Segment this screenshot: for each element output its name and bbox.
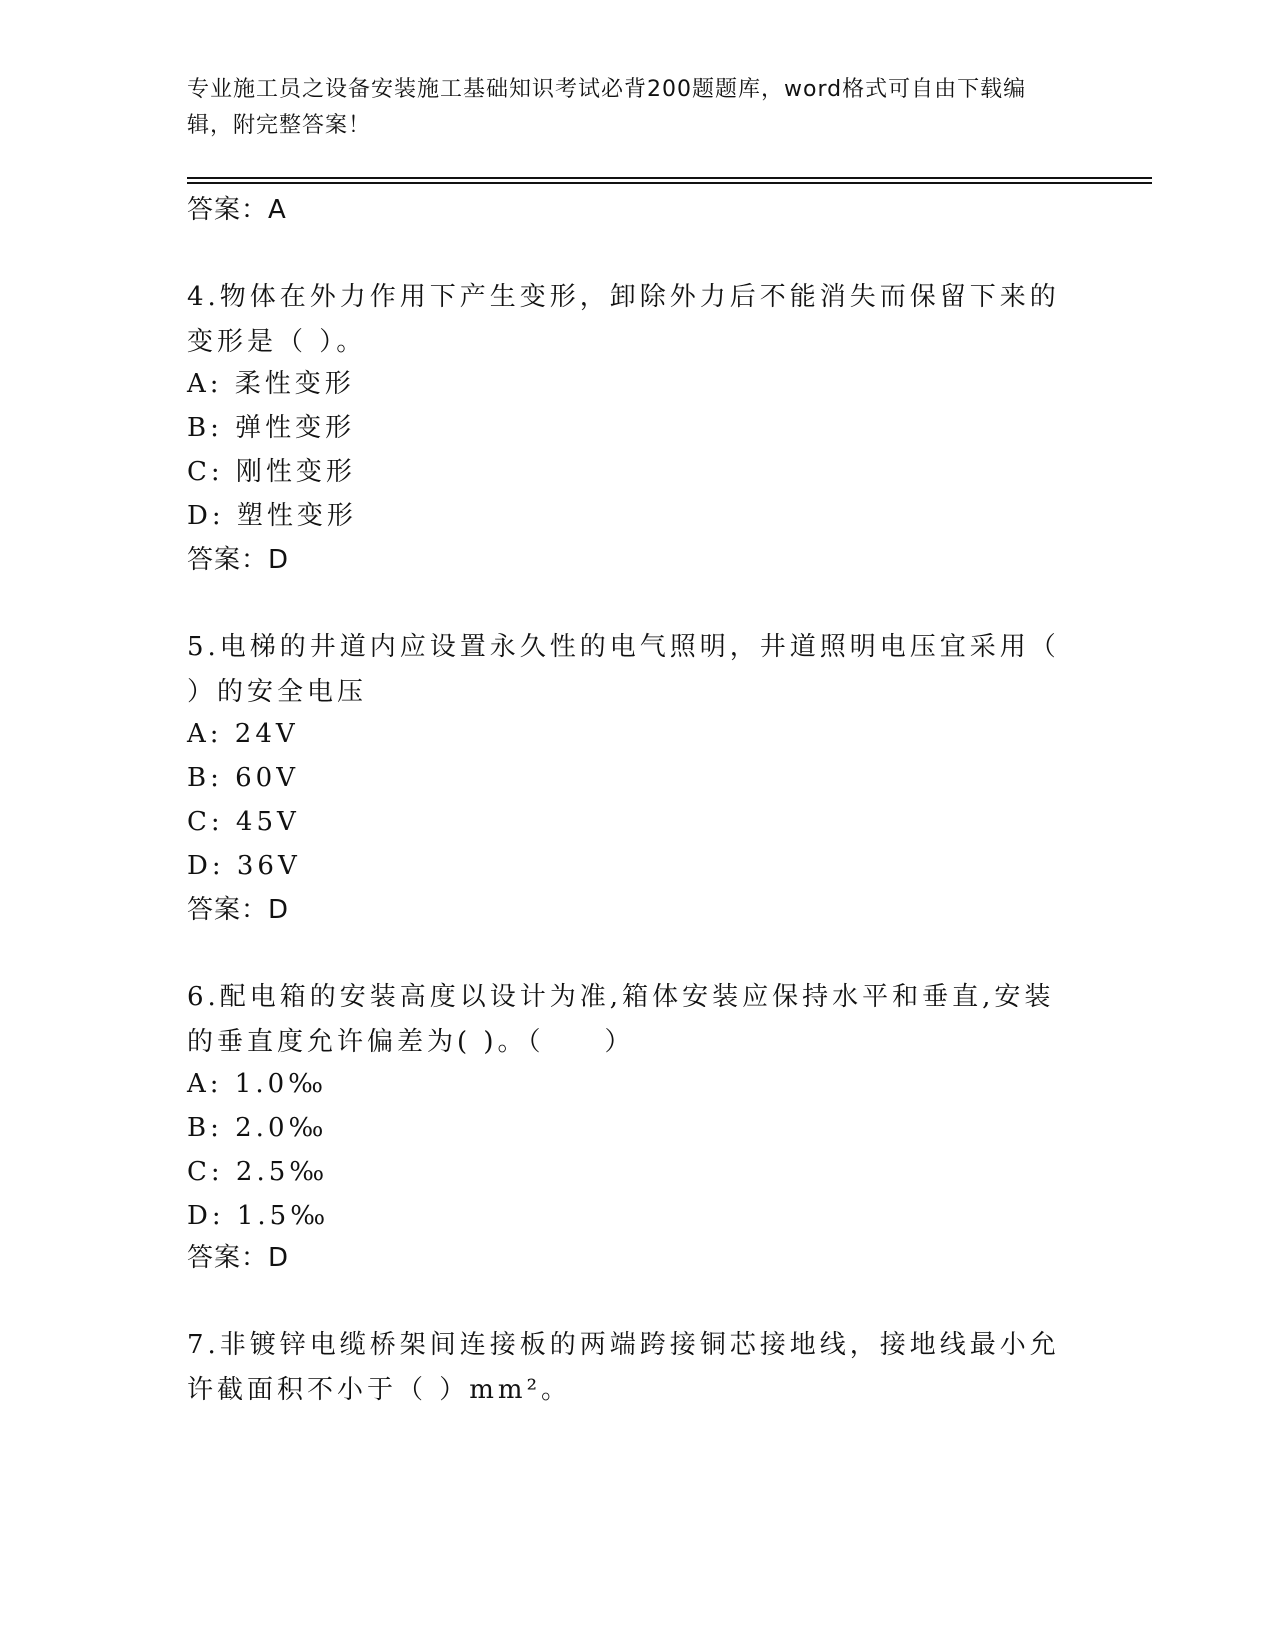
document-header: 专业施工员之设备安装施工基础知识考试必背200题题库，word格式可自由下载编辑，附完整答案！	[187, 77, 1027, 138]
answer-q4: 答案：D	[187, 545, 290, 575]
option-d: D: 36V	[187, 851, 301, 881]
option-b: B: 弹性变形	[187, 413, 356, 443]
option-a: A: 1.0‰	[187, 1069, 328, 1099]
option-d: D: 1.5‰	[187, 1201, 330, 1231]
option-a: A: 24V	[187, 719, 299, 749]
header-divider-bottom	[187, 182, 1152, 184]
question-text: 6.配电箱的安装高度以设计为准,箱体安装应保持水平和垂直,安装的垂直度允许偏差为( )。（ ）	[187, 982, 1055, 1057]
option-b: B: 60V	[187, 763, 299, 793]
option-c: C: 2.5‰	[187, 1157, 329, 1187]
option-d: D: 塑性变形	[187, 501, 357, 531]
header-divider-top	[187, 177, 1152, 179]
answer-q3: 答案：A	[187, 195, 287, 225]
answer-q6: 答案：D	[187, 1243, 290, 1273]
option-a: A: 柔性变形	[187, 369, 355, 399]
option-c: C: 刚性变形	[187, 457, 356, 487]
option-c: C: 45V	[187, 807, 300, 837]
option-b: B: 2.0‰	[187, 1113, 328, 1143]
answer-q5: 答案：D	[187, 895, 290, 925]
question-text: 4.物体在外力作用下产生变形，卸除外力后不能消失而保留下来的变形是（ ）。	[187, 282, 1060, 357]
question-text: 5.电梯的井道内应设置永久性的电气照明，井道照明电压宜采用（ ）的安全电压	[187, 632, 1060, 707]
question-text: 7.非镀锌电缆桥架间连接板的两端跨接铜芯接地线，接地线最小允许截面积不小于（ ）mm²。	[187, 1330, 1060, 1405]
